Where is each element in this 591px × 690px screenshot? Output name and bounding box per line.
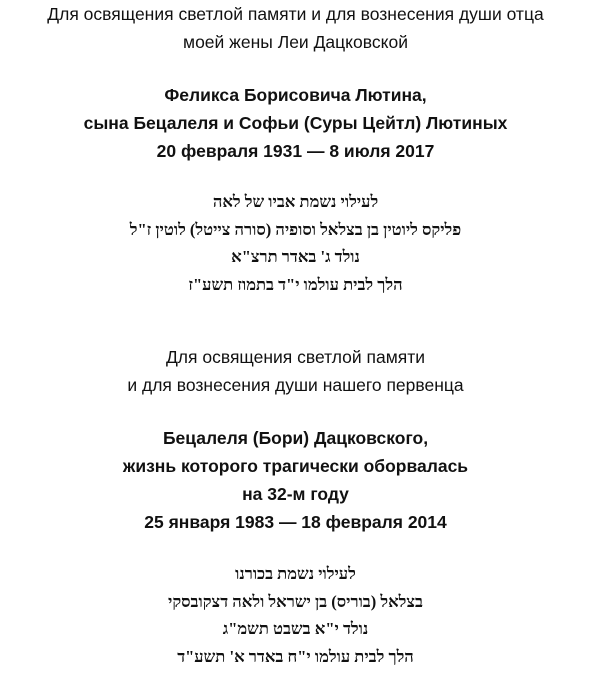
hebrew-line: נולד ג' באדר תרצ"א	[231, 247, 360, 266]
hebrew-line: נולד י"א בשבט תשמ"ג	[222, 619, 369, 638]
deceased-parents: сына Бецалеля и Софьи (Суры Цейтл) Лютиных	[83, 113, 508, 133]
intro-line: Для освящения светлой памяти	[165, 347, 426, 367]
life-dates: 20 февраля 1931 — 8 июля 2017	[156, 141, 435, 161]
life-dates: 25 января 1983 — 18 февраля 2014	[144, 512, 447, 532]
dedication-2-hebrew	[0, 560, 591, 670]
hebrew-line: הלך לבית עולמו י"ח באדר א' תשע"ד	[177, 646, 414, 666]
hebrew-line: הלך לבית עולמו י"ד בתמוז תשע"ז	[188, 274, 403, 294]
dedication-2-intro	[0, 343, 591, 399]
deceased-age: на 32-м году	[242, 484, 349, 504]
intro-line: и для вознесения души нашего первенца	[127, 375, 464, 395]
intro-line: Для освящения светлой памяти и для вознесения души отца	[47, 4, 544, 24]
intro-line: моей жены Леи Дацковской	[183, 32, 408, 52]
dedication-2-name	[0, 424, 591, 536]
hebrew-line: לעילוי נשמת אביו של לאה	[212, 192, 379, 211]
hebrew-line: בצלאל (בוריס) בן ישראל ולאה דצקובסקי	[168, 591, 423, 611]
deceased-note: жизнь которого трагически оборвалась	[122, 456, 469, 476]
dedication-1-name	[0, 81, 591, 165]
deceased-name: Феликса Борисовича Лютина,	[164, 85, 427, 105]
dedication-1-hebrew	[0, 188, 591, 298]
hebrew-line: לעילוי נשמת בכורנו	[235, 564, 356, 583]
deceased-name: Бецалеля (Бори) Дацковского,	[162, 428, 429, 448]
dedication-1-intro	[0, 0, 591, 56]
hebrew-line: פליקס ליוטין בן בצלאל וסופיה (סורה צייטל) לוטין ז"ל	[129, 219, 462, 239]
